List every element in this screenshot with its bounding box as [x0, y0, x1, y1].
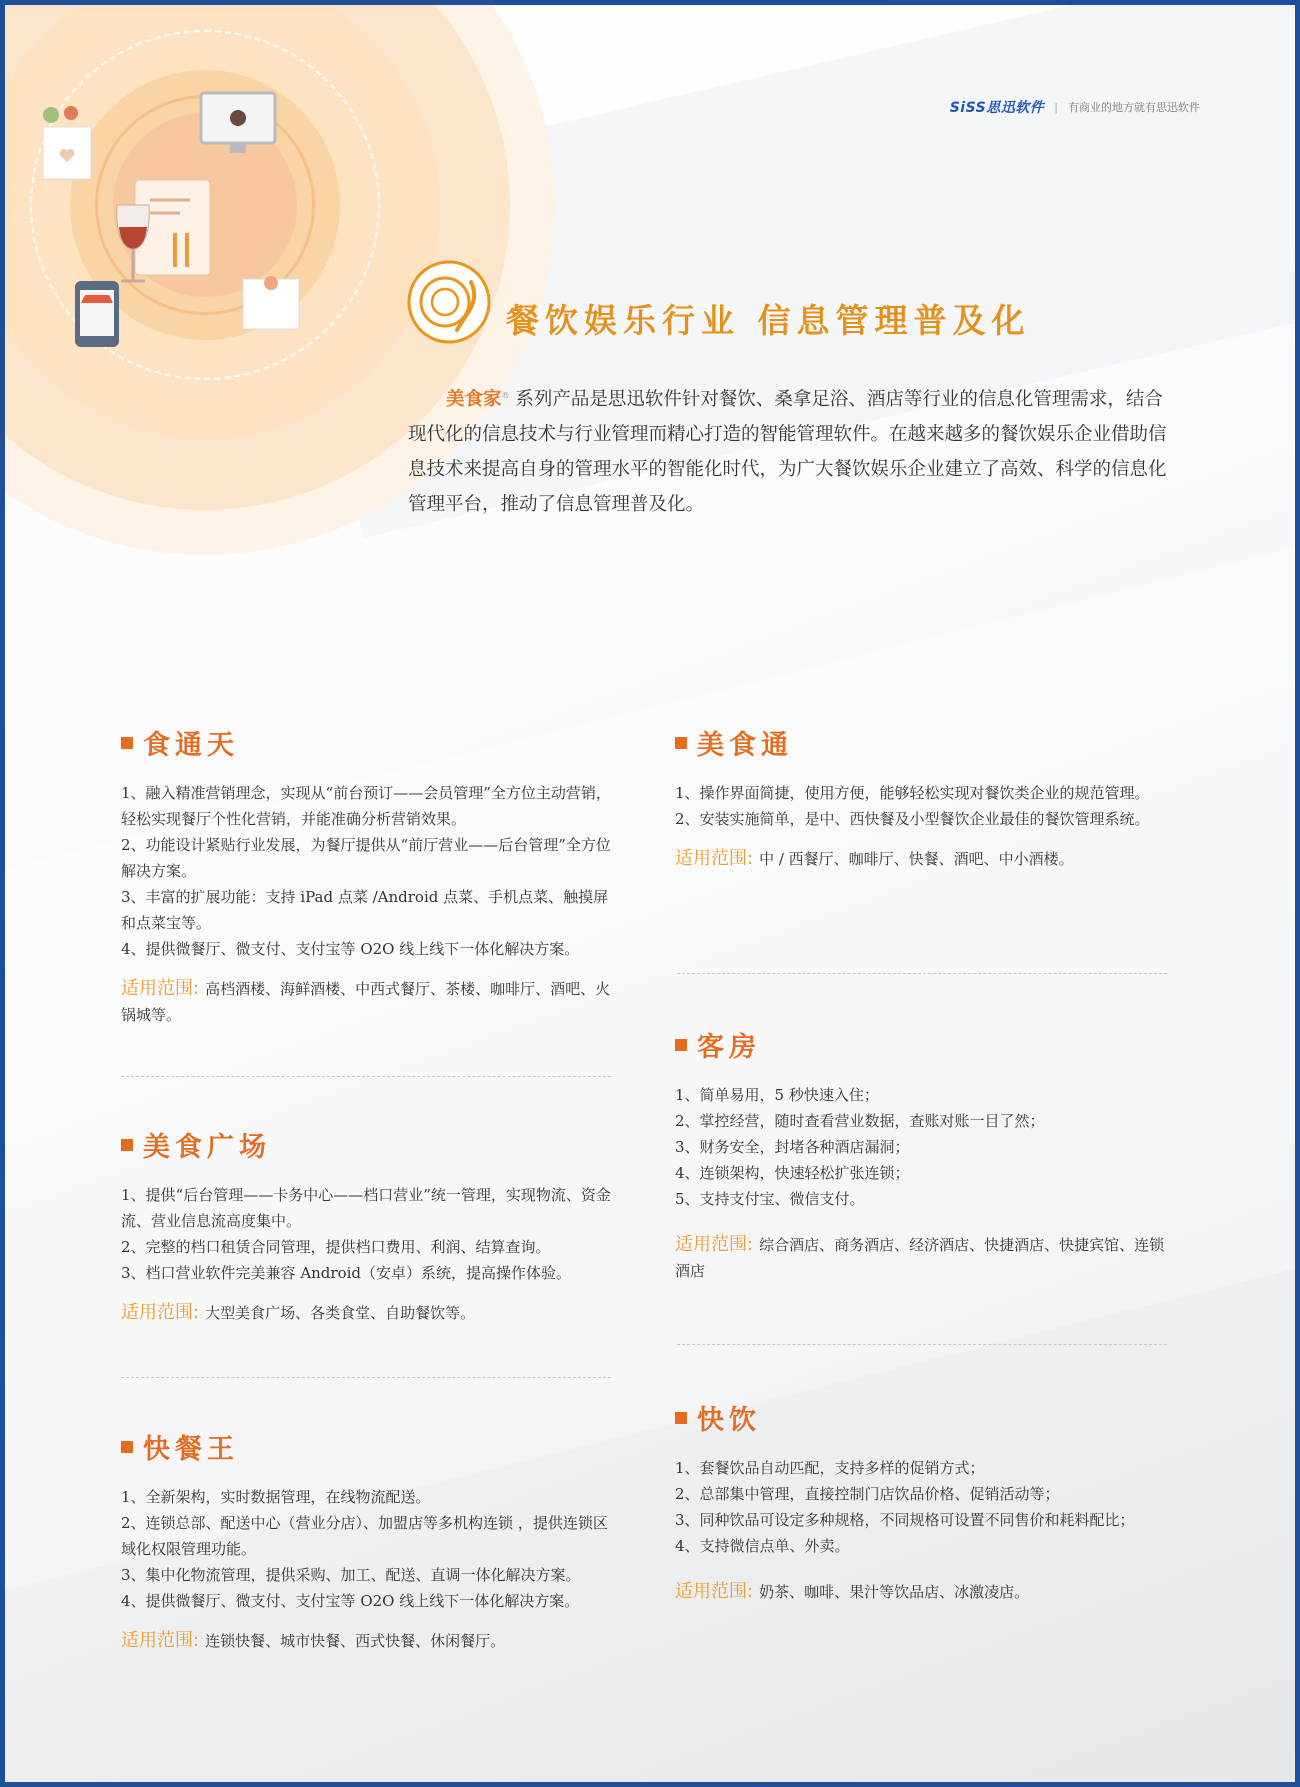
section-title: 美食通: [697, 730, 793, 761]
bullet-square: [121, 737, 133, 749]
section-kefang: [675, 1025, 1170, 1284]
section-title: 客房: [697, 1032, 761, 1063]
list-item: 4、连锁架构，快速轻松扩张连锁；: [675, 1164, 910, 1182]
list-item: 2、总部集中管理，直接控制门店饮品价格、促销活动等；: [675, 1485, 1060, 1503]
list-item: 3、丰富的扩展功能：支持 iPad 点菜 /Android 点菜、手机点菜、触摸屏和点菜宝等。: [121, 888, 609, 932]
scope: [121, 1300, 616, 1326]
plate-icon: [405, 258, 493, 346]
feature-list: [121, 780, 616, 962]
scope-label: 适用范围:: [121, 1630, 200, 1651]
scope: [675, 846, 1170, 872]
list-item: 1、套餐饮品自动匹配，支持多样的促销方式；: [675, 1459, 985, 1477]
list-item: 3、集中化物流管理，提供采购、加工、配送、直调一体化解决方案。: [121, 1566, 581, 1584]
header-slogan: 有商业的地方就有思迅软件: [1068, 101, 1200, 114]
section-title: 食通天: [143, 730, 239, 761]
header-brand: [950, 97, 1200, 117]
list-item: 2、掌控经营，随时查看营业数据，查账对账一目了然；: [675, 1112, 1045, 1130]
brand-name: 美食家: [446, 389, 502, 411]
bullet-square: [121, 1139, 133, 1151]
scope-text: 综合酒店、商务酒店、经济酒店、快捷酒店、快捷宾馆、连锁酒店: [675, 1236, 1165, 1280]
feature-list: [675, 780, 1170, 832]
scope-text: 中 / 西餐厅、咖啡厅、快餐、酒吧、中小酒楼。: [759, 850, 1074, 868]
bullet-square: [675, 1412, 687, 1424]
scope-label: 适用范围:: [675, 1581, 754, 1602]
bullet-square: [675, 1039, 687, 1051]
bullet-square: [675, 737, 687, 749]
scope-text: 连锁快餐、城市快餐、西式快餐、休闲餐厅。: [205, 1632, 506, 1650]
list-item: 1、全新架构，实时数据管理，在线物流配送。: [121, 1488, 431, 1506]
feature-list: [675, 1455, 1170, 1559]
list-item: 5、支持支付宝、微信支付。: [675, 1190, 865, 1208]
list-item: 4、提供微餐厅、微支付、支付宝等 O2O 线上线下一体化解决方案。: [121, 1592, 580, 1610]
intro-paragraph: [408, 378, 1178, 522]
section-meishiguangchang: [121, 1125, 616, 1326]
restaurant-illustration: [5, 5, 325, 365]
scope-text: 高档酒楼、海鲜酒楼、中西式餐厅、茶楼、咖啡厅、酒吧、火锅城等。: [121, 980, 611, 1024]
scope: [675, 1579, 1170, 1605]
feature-list: [675, 1082, 1170, 1212]
scope-text: 奶茶、咖啡、果汁等饮品店、冰激凌店。: [759, 1583, 1030, 1601]
list-item: 4、支持微信点单、外卖。: [675, 1537, 850, 1555]
siss-logo: SiSS思迅软件: [949, 100, 1045, 116]
list-item: 2、完整的档口租赁合同管理，提供档口费用、利润、结算查询。: [121, 1238, 551, 1256]
scope: [121, 1628, 616, 1654]
dashed-divider: [677, 1344, 1167, 1345]
scope-text: 大型美食广场、各类食堂、自助餐饮等。: [205, 1304, 476, 1322]
dashed-divider: [121, 1377, 611, 1378]
intro-text: 系列产品是思迅软件针对餐饮、桑拿足浴、酒店等行业的信息化管理需求，结合现代化的信息技术与行业管理而精心打造的智能管理软件。在越来越多的餐饮娱乐企业借助信息技术来提高自身的管理水平的智能化时代，为广大餐饮娱乐企业建立了高效、科学的信息化管理平台，推动了信息管理普及化。: [408, 389, 1167, 516]
scope-label: 适用范围:: [675, 848, 754, 869]
list-item: 3、档口营业软件完美兼容 Android（安卓）系统，提高操作体验。: [121, 1264, 572, 1282]
feature-list: [121, 1484, 616, 1614]
list-item: 1、提供“后台管理——卡务中心——档口营业”统一管理，实现物流、资金流、营业信息流高度集中。: [121, 1186, 611, 1230]
list-item: 1、操作界面简捷，使用方便，能够轻松实现对餐饮类企业的规范管理。: [675, 784, 1150, 802]
section-shitongtian: [121, 723, 616, 1028]
scope: [121, 976, 616, 1028]
scope-label: 适用范围:: [121, 978, 200, 999]
section-kuaicanwang: [121, 1427, 616, 1654]
list-item: 2、连锁总部、配送中心（营业分店）、加盟店等多机构连锁 ，提供连锁区域化权限管理功能。: [121, 1514, 608, 1558]
section-kuaiyin: [675, 1398, 1170, 1605]
list-item: 1、简单易用，5 秒快速入住；: [675, 1086, 879, 1104]
header-separator: |: [1054, 100, 1058, 114]
page-title: 餐饮娱乐行业 信息管理普及化: [506, 301, 1031, 340]
dashed-divider: [121, 1076, 611, 1077]
dashed-divider: [677, 973, 1167, 974]
list-item: 2、功能设计紧贴行业发展，为餐厅提供从“前厅营业——后台管理”全方位解决方案。: [121, 836, 611, 880]
bullet-square: [121, 1441, 133, 1453]
list-item: 1、融入精准营销理念，实现从“前台预订——会员管理”全方位主动营销，轻松实现餐厅个性化营销，并能准确分析营销效果。: [121, 784, 611, 828]
section-title: 快饮: [697, 1405, 761, 1436]
feature-list: [121, 1182, 616, 1286]
section-meishitong: [675, 723, 1170, 872]
list-item: 3、同种饮品可设定多种规格，不同规格可设置不同售价和耗料配比；: [675, 1511, 1135, 1529]
list-item: 2、安装实施简单，是中、西快餐及小型餐饮企业最佳的餐饮管理系统。: [675, 810, 1150, 828]
section-title: 快餐王: [143, 1434, 239, 1465]
list-item: 4、提供微餐厅、微支付、支付宝等 O2O 线上线下一体化解决方案。: [121, 940, 580, 958]
section-title: 美食广场: [143, 1132, 271, 1163]
registered-mark: ®: [501, 391, 510, 400]
scope-label: 适用范围:: [675, 1234, 754, 1255]
scope-label: 适用范围:: [121, 1302, 200, 1323]
scope: [675, 1232, 1170, 1284]
list-item: 3、财务安全，封堵各种酒店漏洞；: [675, 1138, 910, 1156]
